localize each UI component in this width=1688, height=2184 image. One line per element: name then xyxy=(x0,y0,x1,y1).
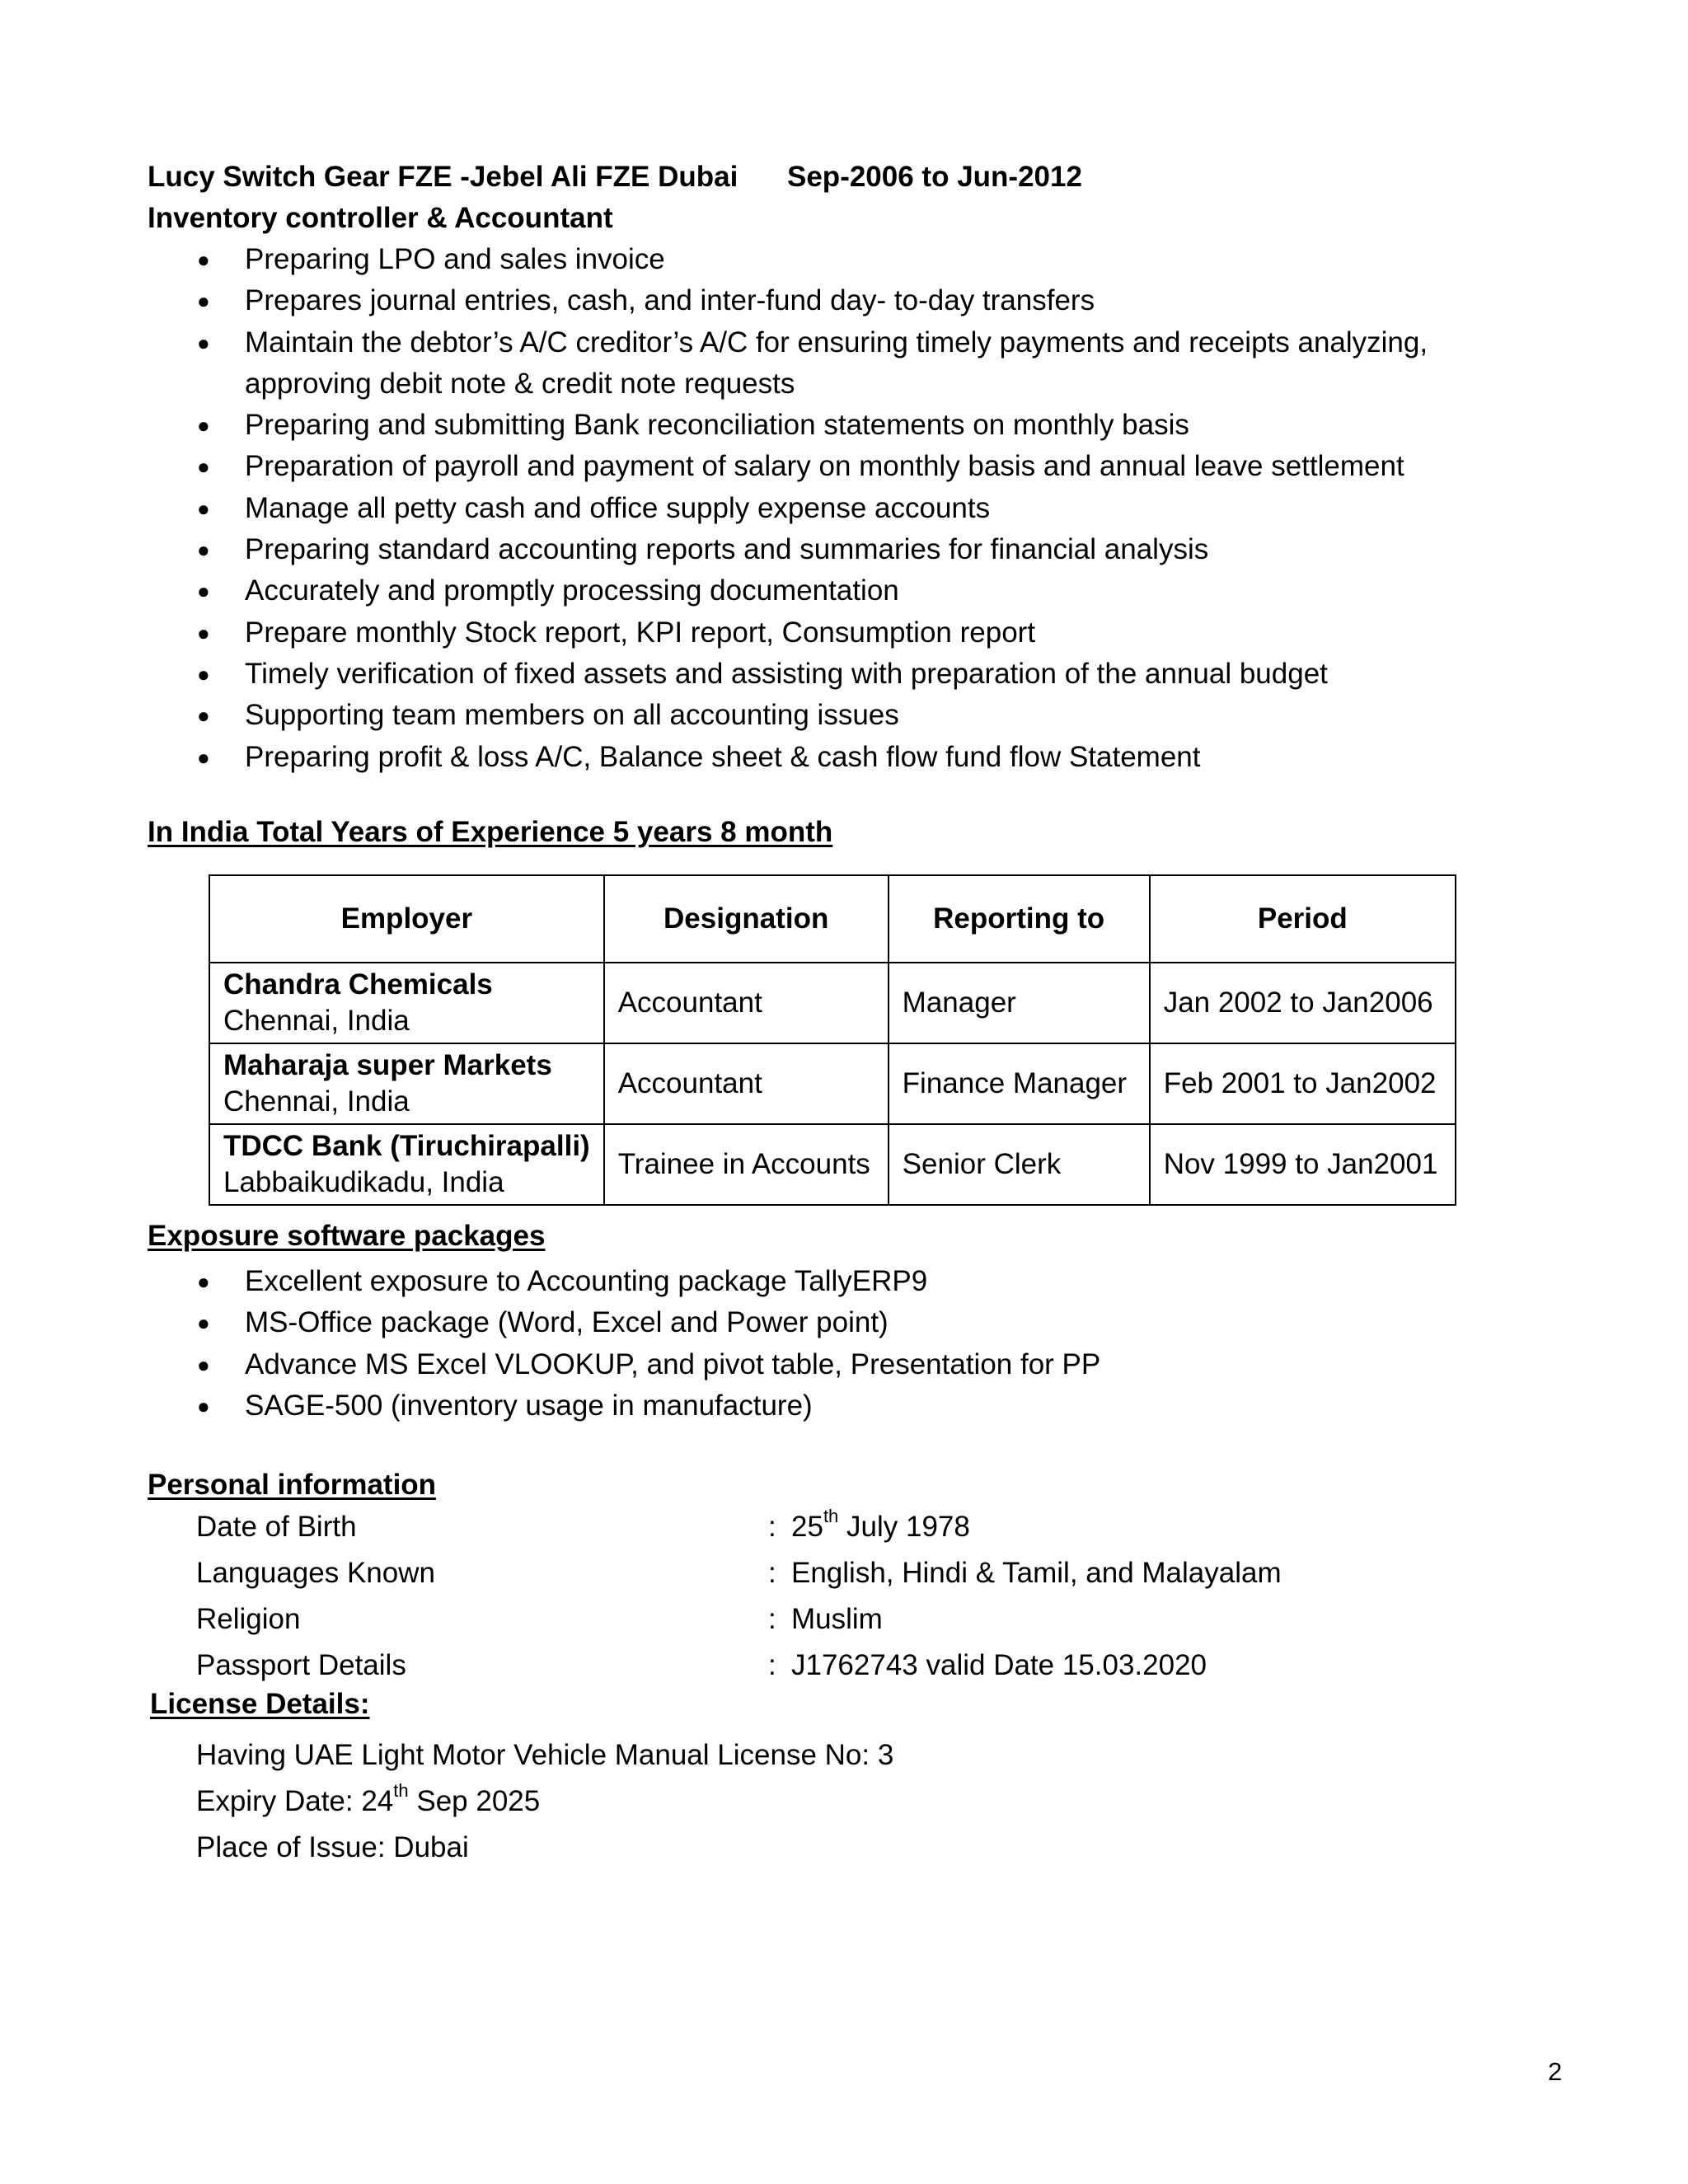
religion-label: Religion xyxy=(196,1603,301,1635)
dob-value: 25th July 1978 xyxy=(791,1506,970,1543)
list-item: ● Maintain the debtor’s A/C creditor’s A/C for ensuring timely payments and receipts analyzing, approving debit note & credit note requests xyxy=(148,322,1499,405)
employer-cell xyxy=(209,1043,604,1124)
religion-value: Muslim xyxy=(791,1603,883,1635)
reporting-cell: Finance Manager xyxy=(889,1043,1150,1124)
passport-label: Passport Details xyxy=(196,1649,406,1681)
passport-colon: : xyxy=(768,1649,776,1681)
license-heading: License Details: xyxy=(150,1688,370,1720)
list-item: ● Advance MS Excel VLOOKUP, and pivot table, Presentation for PP xyxy=(148,1344,1499,1385)
bullet-icon: ● xyxy=(197,330,210,355)
period-cell: Feb 2001 to Jan2002 xyxy=(1150,1043,1456,1124)
column-header-period: Period xyxy=(1150,875,1456,963)
employer-name: Chandra Chemicals xyxy=(223,968,493,1001)
license-place: Place of Issue: Dubai xyxy=(196,1831,469,1863)
dob-colon: : xyxy=(768,1511,776,1543)
bullet-icon: ● xyxy=(197,247,210,272)
period-cell: Nov 1999 to Jan2001 xyxy=(1150,1124,1456,1205)
designation-cell: Accountant xyxy=(604,1043,889,1124)
bullet-icon: ● xyxy=(197,454,210,480)
languages-colon: : xyxy=(768,1557,776,1589)
job-company: Lucy Switch Gear FZE -Jebel Ali FZE Dubai xyxy=(148,161,738,193)
employment-table xyxy=(209,874,1456,1206)
job-period: Sep-2006 to Jun-2012 xyxy=(787,161,1082,193)
bullet-icon: ● xyxy=(197,1269,210,1294)
bullet-icon: ● xyxy=(197,744,210,770)
dob-label: Date of Birth xyxy=(196,1511,357,1543)
list-item: ● Preparing standard accounting reports and summaries for financial analysis xyxy=(148,529,1499,570)
software-list xyxy=(148,1261,1499,1427)
column-header-employer: Employer xyxy=(209,875,604,963)
employer-cell xyxy=(209,1124,604,1205)
employer-name: Maharaja super Markets xyxy=(223,1049,552,1081)
list-item: ● Preparing and submitting Bank reconciliation statements on monthly basis xyxy=(148,405,1499,446)
reporting-cell: Manager xyxy=(889,963,1150,1043)
personal-info-heading: Personal information xyxy=(148,1469,437,1501)
job-role: Inventory controller & Accountant xyxy=(148,202,613,234)
designation-cell: Accountant xyxy=(604,963,889,1043)
bullet-icon: ● xyxy=(197,495,210,521)
employer-location: Labbaikudikadu, India xyxy=(223,1166,504,1198)
list-item: ● Preparation of payroll and payment of salary on monthly basis and annual leave settlement xyxy=(148,446,1499,487)
list-item: ● Prepare monthly Stock report, KPI report, Consumption report xyxy=(148,612,1499,654)
list-item: ● SAGE-500 (inventory usage in manufacture) xyxy=(148,1385,1499,1427)
india-experience-heading: In India Total Years of Experience 5 years 8 month xyxy=(148,816,833,848)
table-row xyxy=(209,963,1456,1043)
page-number: 2 xyxy=(1548,2057,1563,2086)
bullet-icon: ● xyxy=(197,537,210,563)
period-cell: Jan 2002 to Jan2006 xyxy=(1150,963,1456,1043)
bullet-icon: ● xyxy=(197,1352,210,1377)
reporting-cell: Senior Clerk xyxy=(889,1124,1150,1205)
table-header-row xyxy=(209,875,1456,963)
languages-label: Languages Known xyxy=(196,1557,435,1589)
passport-value: J1762743 valid Date 15.03.2020 xyxy=(791,1649,1207,1681)
designation-cell: Trainee in Accounts xyxy=(604,1124,889,1205)
list-item: ● Manage all petty cash and office supply expense accounts xyxy=(148,488,1499,529)
bullet-icon: ● xyxy=(197,661,210,687)
list-item: ● Prepares journal entries, cash, and inter-fund day- to-day transfers xyxy=(148,280,1499,321)
bullet-icon: ● xyxy=(197,579,210,604)
employer-location: Chennai, India xyxy=(223,1085,410,1118)
list-item: ● Excellent exposure to Accounting package TallyERP9 xyxy=(148,1261,1499,1302)
column-header-reporting: Reporting to xyxy=(889,875,1150,963)
table-row xyxy=(209,1043,1456,1124)
column-header-designation: Designation xyxy=(604,875,889,963)
bullet-icon: ● xyxy=(197,413,210,438)
list-item: ● Accurately and promptly processing documentation xyxy=(148,570,1499,612)
bullet-icon: ● xyxy=(197,703,210,729)
duties-list xyxy=(148,239,1499,778)
employer-cell xyxy=(209,963,604,1043)
license-expiry: Expiry Date: 24th Sep 2025 xyxy=(196,1780,541,1817)
table-row xyxy=(209,1124,1456,1205)
bullet-icon: ● xyxy=(197,620,210,645)
bullet-icon: ● xyxy=(197,1393,210,1418)
religion-colon: : xyxy=(768,1603,776,1635)
bullet-icon: ● xyxy=(197,1310,210,1336)
employer-name: TDCC Bank (Tiruchirapalli) xyxy=(223,1130,590,1162)
employer-location: Chennai, India xyxy=(223,1005,410,1037)
languages-value: English, Hindi & Tamil, and Malayalam xyxy=(791,1557,1282,1589)
list-item: ● Preparing LPO and sales invoice xyxy=(148,239,1499,280)
list-item: ● MS-Office package (Word, Excel and Power point) xyxy=(148,1302,1499,1343)
list-item: ● Timely verification of fixed assets and assisting with preparation of the annual budget xyxy=(148,654,1499,695)
list-item: ● Preparing profit & loss A/C, Balance sheet & cash flow fund flow Statement xyxy=(148,737,1499,778)
software-heading: Exposure software packages xyxy=(148,1220,546,1252)
bullet-icon: ● xyxy=(197,288,210,314)
license-number: Having UAE Light Motor Vehicle Manual License No: 3 xyxy=(196,1739,894,1771)
list-item: ● Supporting team members on all accounting issues xyxy=(148,695,1499,736)
